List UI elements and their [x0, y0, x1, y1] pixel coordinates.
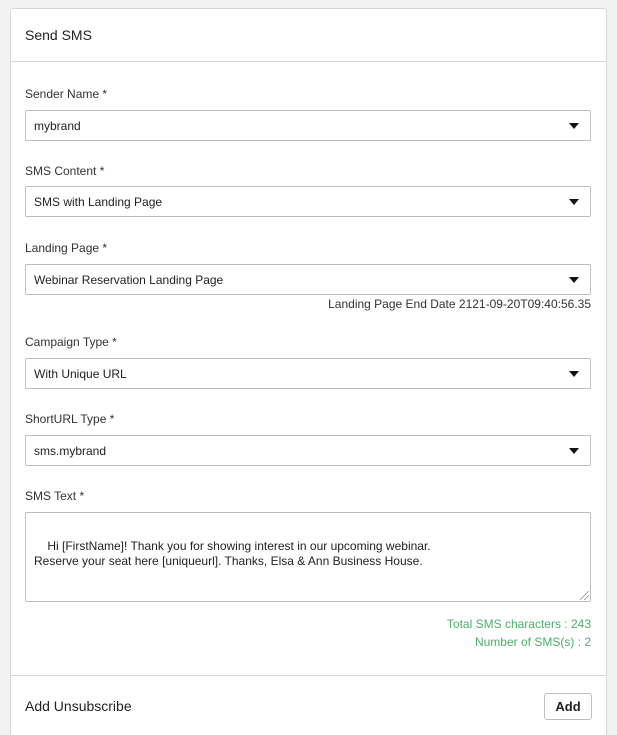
sms-content-label: SMS Content *	[25, 164, 105, 178]
sms-content-value: SMS with Landing Page	[34, 194, 163, 209]
add-unsubscribe-label: Add Unsubscribe	[25, 698, 132, 714]
section-divider	[11, 675, 606, 676]
landing-page-end-date: Landing Page End Date 2121-09-20T09:40:56.35	[328, 297, 591, 311]
caret-down-icon	[569, 448, 579, 454]
caret-down-icon	[569, 371, 579, 377]
campaign-type-value: With Unique URL	[34, 366, 127, 381]
sender-name-select[interactable]	[25, 110, 591, 141]
sender-name-label: Sender Name *	[25, 87, 108, 101]
shorturl-type-label: ShortURL Type *	[25, 412, 115, 426]
sms-text-value: Hi [FirstName]! Thank you for showing interest in our upcoming webinar. Reserve your seat here [uniqueurl]. Thanks, Elsa & Ann Business House.	[34, 539, 431, 568]
sms-text-label: SMS Text *	[25, 489, 85, 503]
add-unsubscribe-button[interactable]: Add	[544, 693, 592, 720]
caret-down-icon	[569, 123, 579, 129]
landing-page-label: Landing Page *	[25, 241, 108, 255]
shorturl-type-value: sms.mybrand	[34, 443, 107, 458]
send-sms-panel	[10, 8, 607, 735]
landing-page-value: Webinar Reservation Landing Page	[34, 272, 224, 287]
resize-grip-icon[interactable]	[580, 591, 589, 600]
total-sms-characters: Total SMS characters : 243	[446, 617, 591, 631]
number-of-sms: Number of SMS(s) : 2	[474, 635, 591, 649]
panel-title: Send SMS	[25, 27, 92, 43]
shorturl-type-select[interactable]	[25, 435, 591, 466]
sender-name-value: mybrand	[34, 118, 81, 133]
sms-content-select[interactable]	[25, 186, 591, 217]
caret-down-icon	[569, 199, 579, 205]
sms-text-textarea[interactable]	[25, 512, 591, 602]
caret-down-icon	[569, 277, 579, 283]
panel-header	[11, 9, 606, 62]
campaign-type-label: Campaign Type *	[25, 335, 117, 349]
landing-page-select[interactable]	[25, 264, 591, 295]
campaign-type-select[interactable]	[25, 358, 591, 389]
